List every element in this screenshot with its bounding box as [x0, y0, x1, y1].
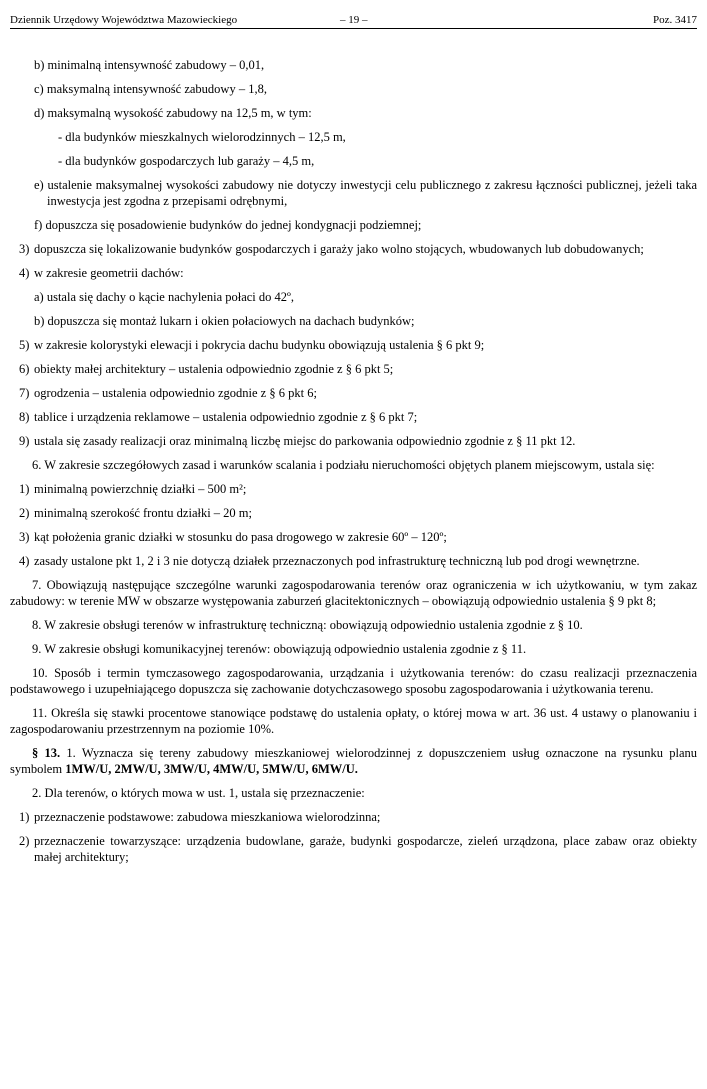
paragraph-text: W zakresie obsługi terenów w infrastrukturę techniczną: obowiązują odpowiednio ustalenia zgodnie z § 10.: [44, 618, 583, 632]
paragraph: [10, 529, 697, 545]
paragraph: [10, 577, 697, 609]
paragraph-label: 6.: [32, 458, 42, 472]
paragraph: [10, 641, 697, 657]
paragraph-label: 1): [19, 810, 30, 824]
paragraph-label: 1): [19, 482, 30, 496]
paragraph-label: 2.: [32, 786, 42, 800]
paragraph-label: b): [34, 314, 45, 328]
paragraph-text: Sposób i termin tymczasowego zagospodarowania, urządzania i użytkowania terenów: do czasu realizacji przeznaczenia podstawowego i uzupełniającego dopuszcza się zachowanie dotychczasowego sposobu zagospodarowania i użytkowania terenu.: [10, 666, 697, 696]
paragraph-text: ogrodzenia – ustalenia odpowiednio zgodnie z § 6 pkt 6;: [34, 386, 317, 400]
paragraph: [10, 785, 697, 801]
paragraph: [10, 241, 697, 257]
page-number: – 19 –: [340, 14, 368, 26]
paragraph: [10, 177, 697, 209]
paragraph: [10, 745, 697, 777]
paragraph: [10, 705, 697, 737]
paragraph-text: Dla terenów, o których mowa w ust. 1, ustala się przeznaczenie:: [44, 786, 365, 800]
paragraph-label: 11.: [32, 706, 48, 720]
paragraph: [10, 481, 697, 497]
paragraph: [10, 457, 697, 473]
paragraph-text: ustalenie maksymalnej wysokości zabudowy nie dotyczy inwestycji celu publicznego z zakresu łączności publicznej, jeżeli taka inwestycja jest zgodna z przepisami odrębnymi,: [47, 178, 697, 208]
paragraph-label: 9.: [32, 642, 42, 656]
paragraph-text: tablice i urządzenia reklamowe – ustalenia odpowiednio zgodnie z § 6 pkt 7;: [34, 410, 418, 424]
document-body: [10, 57, 697, 873]
paragraph-text: Określa się stawki procentowe stanowiące podstawę do ustalenia opłaty, o której mowa w art. 36 ust. 4 ustawy o planowaniu i zagospodarowaniu przestrzennym na poziomie 10%.: [10, 706, 697, 736]
paragraph: [10, 553, 697, 569]
paragraph-bold-text: 1MW/U, 2MW/U, 3MW/U, 4MW/U, 5MW/U, 6MW/U.: [65, 762, 358, 776]
paragraph-text: dla budynków gospodarczych lub garaży – 4,5 m,: [65, 154, 315, 168]
paragraph-label: -: [58, 130, 63, 144]
paragraph-text: kąt położenia granic działki w stosunku do pasa drogowego w zakresie 60º – 120º;: [34, 530, 447, 544]
paragraph-text: minimalną powierzchnię działki – 500 m²;: [34, 482, 247, 496]
paragraph-label: § 13.: [32, 746, 61, 760]
paragraph: [10, 57, 697, 73]
paragraph: [10, 809, 697, 825]
paragraph-label: d): [34, 106, 45, 120]
paragraph-text: ustala się zasady realizacji oraz minimalną liczbę miejsc do parkowania odpowiednio zgodnie z § 11 pkt 12.: [34, 434, 576, 448]
paragraph-label: 5): [19, 338, 30, 352]
paragraph-label: 10.: [32, 666, 48, 680]
paragraph: [10, 385, 697, 401]
paragraph-text: przeznaczenie podstawowe: zabudowa mieszkaniowa wielorodzinna;: [34, 810, 381, 824]
paragraph-text: minimalną intensywność zabudowy – 0,01,: [47, 58, 265, 72]
paragraph-text: 1. Wyznacza się tereny zabudowy mieszkaniowej wielorodzinnej z dopuszczeniem usług oznaczone na rysunku planu symbolem: [10, 746, 697, 776]
paragraph: [10, 81, 697, 97]
paragraph-text: obiekty małej architektury – ustalenia odpowiednio zgodnie z § 6 pkt 5;: [34, 362, 394, 376]
paragraph-label: 3): [19, 242, 30, 256]
paragraph-label: 7): [19, 386, 30, 400]
paragraph: [10, 665, 697, 697]
paragraph: [10, 617, 697, 633]
paragraph-label: -: [58, 154, 63, 168]
journal-title: Dziennik Urzędowy Województwa Mazowieckiego: [10, 14, 238, 26]
paragraph-label: 2): [19, 506, 30, 520]
paragraph-label: e): [34, 178, 44, 192]
paragraph-text: ustala się dachy o kącie nachylenia połaci do 42º,: [46, 290, 295, 304]
paragraph-text: w zakresie kolorystyki elewacji i pokrycia dachu budynku obowiązują ustalenia § 6 pkt 9;: [34, 338, 485, 352]
paragraph-text: maksymalną wysokość zabudowy na 12,5 m, w tym:: [47, 106, 312, 120]
paragraph-text: maksymalną intensywność zabudowy – 1,8,: [46, 82, 267, 96]
paragraph-label: 4): [19, 554, 30, 568]
paragraph-label: 8.: [32, 618, 42, 632]
paragraph-label: 2): [19, 834, 30, 848]
paragraph: [10, 337, 697, 353]
paragraph-label: c): [34, 82, 44, 96]
paragraph-label: 3): [19, 530, 30, 544]
paragraph-text: dopuszcza się lokalizowanie budynków gospodarczych i garaży jako wolno stojących, wbudowanych lub dobudowanych;: [34, 242, 644, 256]
paragraph: [10, 217, 697, 233]
paragraph: [10, 409, 697, 425]
paragraph-text: W zakresie szczegółowych zasad i warunków scalania i podziału nieruchomości objętych planem miejscowym, ustala się:: [44, 458, 655, 472]
paragraph: [10, 361, 697, 377]
paragraph-text: zasady ustalone pkt 1, 2 i 3 nie dotyczą działek przeznaczonych pod infrastrukturę techniczną lub pod drogi wewnętrzne.: [34, 554, 640, 568]
paragraph-label: 8): [19, 410, 30, 424]
paragraph-text: dopuszcza się montaż lukarn i okien połaciowych na dachach budynków;: [47, 314, 415, 328]
paragraph-text: minimalną szerokość frontu działki – 20 m;: [34, 506, 253, 520]
paragraph: [10, 265, 697, 281]
paragraph: [10, 833, 697, 865]
paragraph-label: f): [34, 218, 43, 232]
paragraph-text: przeznaczenie towarzyszące: urządzenia budowlane, garaże, budynki gospodarcze, zieleń urządzona, place zabaw oraz obiekty małej architektury;: [34, 834, 697, 864]
paragraph-label: 4): [19, 266, 30, 280]
paragraph: [10, 289, 697, 305]
paragraph-text: Obowiązują następujące szczególne warunki zagospodarowania terenów oraz ograniczenia w ich użytkowaniu, w tym zakaz zabudowy: w terenie MW w obszarze występowania zaburzeń glacitektonicznych – obowiązują odpowiednio ustalenia § 9 pkt 8;: [10, 578, 698, 608]
paragraph: [10, 105, 697, 121]
paragraph-text: w zakresie geometrii dachów:: [34, 266, 184, 280]
paragraph: [10, 433, 697, 449]
paragraph-label: 9): [19, 434, 30, 448]
paragraph-text: dopuszcza się posadowienie budynków do jednej kondygnacji podziemnej;: [45, 218, 422, 232]
paragraph: [10, 505, 697, 521]
position-number: Poz. 3417: [653, 14, 697, 26]
paragraph-text: W zakresie obsługi komunikacyjnej terenów: obowiązują odpowiednio ustalenia zgodnie z § 11.: [44, 642, 527, 656]
paragraph-label: b): [34, 58, 45, 72]
paragraph-label: 7.: [32, 578, 42, 592]
page-header: [10, 12, 697, 29]
paragraph: [10, 313, 697, 329]
paragraph-label: a): [34, 290, 44, 304]
paragraph: [10, 153, 697, 169]
paragraph: [10, 129, 697, 145]
paragraph-label: 6): [19, 362, 30, 376]
paragraph-text: dla budynków mieszkalnych wielorodzinnych – 12,5 m,: [65, 130, 346, 144]
